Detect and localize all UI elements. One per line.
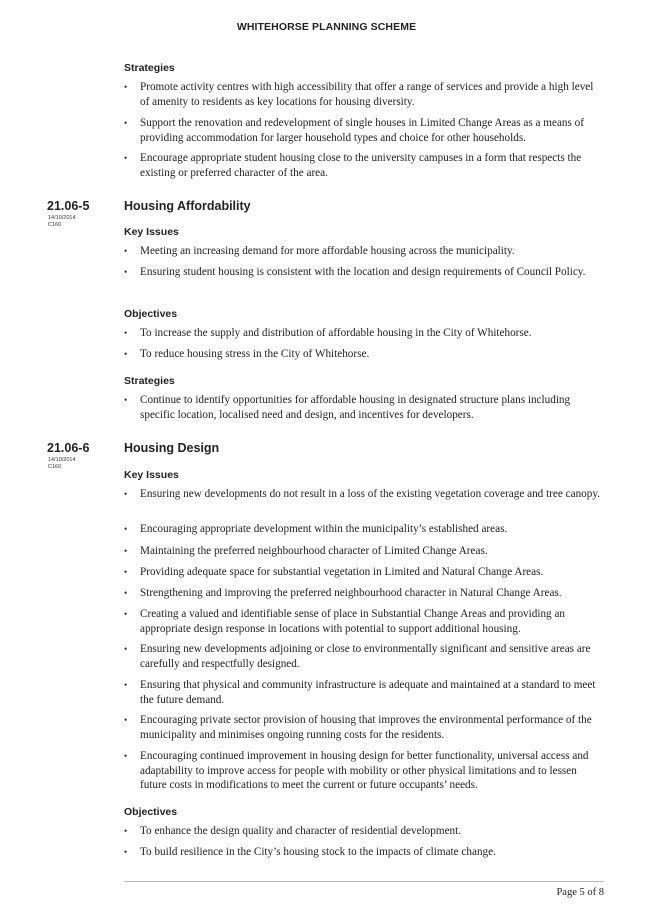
bullet-icon: • bbox=[124, 267, 128, 277]
bullet-icon: • bbox=[124, 82, 128, 92]
list-item: • To increase the supply and distribution of affordable housing in the City of Whitehorse. bbox=[124, 327, 532, 339]
list-item: • Ensuring new developments do not result in a loss of the existing vegetation coverage and tree canopy. bbox=[124, 488, 601, 500]
list-item: • Meeting an increasing demand for more affordable housing across the municipality. bbox=[124, 245, 515, 257]
bullet-icon: • bbox=[124, 751, 128, 761]
bullet-icon: • bbox=[124, 546, 128, 556]
bullet-icon: • bbox=[124, 644, 128, 654]
clause-date: 14/10/2014 bbox=[48, 215, 76, 221]
clause-title: Housing Design bbox=[124, 441, 220, 455]
list-item: • Encouraging private sector provision of housing that improves the environmental performance of the municipality and minimises ongoing running costs for the residents. bbox=[124, 714, 592, 741]
list-item: • Continue to identify opportunities for affordable housing in designated structure plans including specific location, localised need and design, and incentives for developers. bbox=[124, 394, 571, 421]
bullet-icon: • bbox=[124, 847, 128, 857]
clause-number: 21.06-5 bbox=[47, 199, 90, 213]
list-item: • Ensuring new developments adjoining or close to environmentally significant and sensitive areas are carefully and respectfully designed. bbox=[124, 643, 591, 670]
bullet-icon: • bbox=[124, 118, 128, 128]
bullet-icon: • bbox=[124, 588, 128, 598]
list-item: • Ensuring student housing is consistent with the location and design requirements of Council Policy. bbox=[124, 266, 586, 278]
list-item: • Encouraging appropriate development within the municipality’s established areas. bbox=[124, 523, 508, 535]
bullet-icon: • bbox=[124, 349, 128, 359]
list-item: • Strengthening and improving the preferred neighbourhood character in Natural Change Areas. bbox=[124, 587, 562, 599]
bullet-icon: • bbox=[124, 680, 128, 690]
key-issues-heading: Key Issues bbox=[124, 226, 179, 238]
bullet-icon: • bbox=[124, 826, 128, 836]
bullet-icon: • bbox=[124, 567, 128, 577]
objectives-heading: Objectives bbox=[124, 308, 178, 320]
clause-title: Housing Affordability bbox=[124, 199, 251, 213]
list-item: • Ensuring that physical and community infrastructure is adequate and maintained at a standard to meet the future demand. bbox=[124, 679, 596, 706]
bullet-icon: • bbox=[124, 246, 128, 256]
clause-amendment: C160 bbox=[48, 222, 62, 228]
list-item: • Promote activity centres with high accessibility that offer a range of services and provide a high level of amenity to residents as key locations for housing diversity. bbox=[124, 81, 594, 108]
bullet-icon: • bbox=[124, 715, 128, 725]
bullet-icon: • bbox=[124, 328, 128, 338]
clause-number: 21.06-6 bbox=[47, 441, 90, 455]
list-item: • Support the renovation and redevelopment of single houses in Limited Change Areas as a means of providing accommodation for larger household types and choice for other households. bbox=[124, 117, 584, 144]
list-item: • Maintaining the preferred neighbourhood character of Limited Change Areas. bbox=[124, 545, 488, 557]
bullet-icon: • bbox=[124, 489, 128, 499]
list-item: • To enhance the design quality and character of residential development. bbox=[124, 825, 462, 837]
list-item: • To reduce housing stress in the City of Whitehorse. bbox=[124, 348, 370, 360]
bullet-icon: • bbox=[124, 153, 128, 163]
strategies-heading: Strategies bbox=[124, 62, 175, 74]
clause-date: 14/10/2014 bbox=[48, 457, 76, 463]
key-issues-heading: Key Issues bbox=[124, 469, 179, 481]
footer-divider bbox=[124, 881, 604, 882]
list-item: • Encouraging continued improvement in housing design for better functionality, universal access and adaptability to improve access for people with mobility or other physical limitations and to lessen future costs in modifications to meet the current or future occupants’ needs. bbox=[124, 750, 589, 792]
bullet-icon: • bbox=[124, 609, 128, 619]
objectives-heading: Objectives bbox=[124, 806, 178, 818]
bullet-icon: • bbox=[124, 395, 128, 405]
list-item: • Creating a valued and identifiable sense of place in Substantial Change Areas and providing an appropriate design response in locations with potential to support additional housing. bbox=[124, 608, 565, 635]
list-item: • To build resilience in the City’s housing stock to the impacts of climate change. bbox=[124, 846, 496, 858]
bullet-icon: • bbox=[124, 524, 128, 534]
page-header-title: WHITEHORSE PLANNING SCHEME bbox=[236, 21, 417, 33]
list-item: • Providing adequate space for substantial vegetation in Limited and Natural Change Areas. bbox=[124, 566, 544, 578]
page-number: Page 5 of 8 bbox=[556, 887, 604, 898]
clause-amendment: C160 bbox=[48, 464, 62, 470]
strategies-heading: Strategies bbox=[124, 375, 175, 387]
list-item: • Encourage appropriate student housing close to the university campuses in a form that respects the existing or preferred character of the area. bbox=[124, 152, 582, 179]
